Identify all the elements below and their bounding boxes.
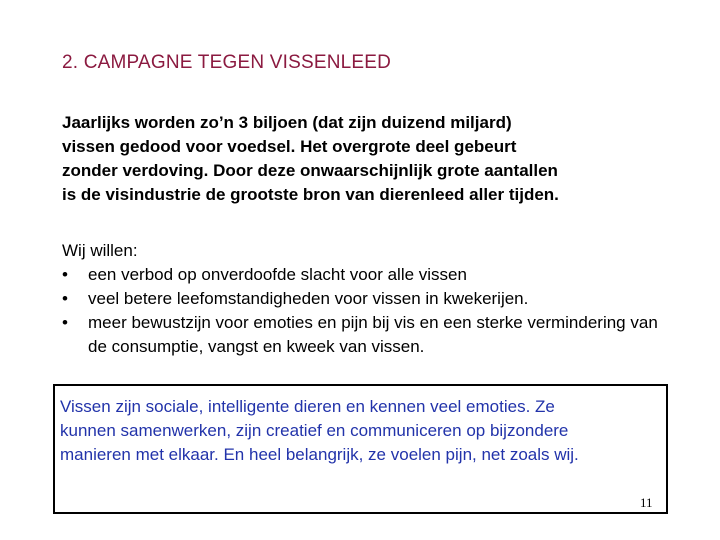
slide-title: 2. CAMPAGNE TEGEN VISSENLEED — [62, 52, 392, 73]
intro-line: vissen gedood voor voedsel. Het overgrote deel gebeurt — [62, 137, 517, 156]
list-item-text: meer bewustzijn voor emoties en pijn bij vis en een sterke vermindering van de consumptie, vangst en kweek van vissen. — [88, 313, 658, 356]
box-line: Vissen zijn sociale, intelligente dieren en kennen veel emoties. Ze — [60, 397, 555, 416]
list-item-text: een verbod op onverdoofde slacht voor alle vissen — [88, 265, 467, 284]
list-item — [62, 263, 672, 287]
intro-line: zonder verdoving. Door deze onwaarschijnlijk grote aantallen — [62, 161, 558, 180]
highlight-box-text — [60, 395, 680, 467]
list-item-text: veel betere leefomstandigheden voor vissen in kwekerijen. — [88, 289, 529, 308]
bullet-icon: • — [62, 313, 68, 332]
box-line: kunnen samenwerken, zijn creatief en communiceren op bijzondere — [60, 421, 569, 440]
bullet-icon: • — [62, 265, 68, 284]
wishes-heading: Wij willen: — [62, 241, 138, 260]
intro-line: Jaarlijks worden zo’n 3 biljoen (dat zijn duizend miljard) — [62, 113, 512, 132]
box-line: manieren met elkaar. En heel belangrijk, ze voelen pijn, net zoals wij. — [60, 445, 579, 464]
bullet-icon: • — [62, 289, 68, 308]
list-item — [62, 311, 672, 359]
intro-paragraph — [62, 111, 662, 207]
wishes-list — [62, 263, 672, 359]
page-number: 11 — [640, 495, 653, 510]
list-item — [62, 287, 672, 311]
intro-line: is de visindustrie de grootste bron van dierenleed aller tijden. — [62, 185, 559, 204]
